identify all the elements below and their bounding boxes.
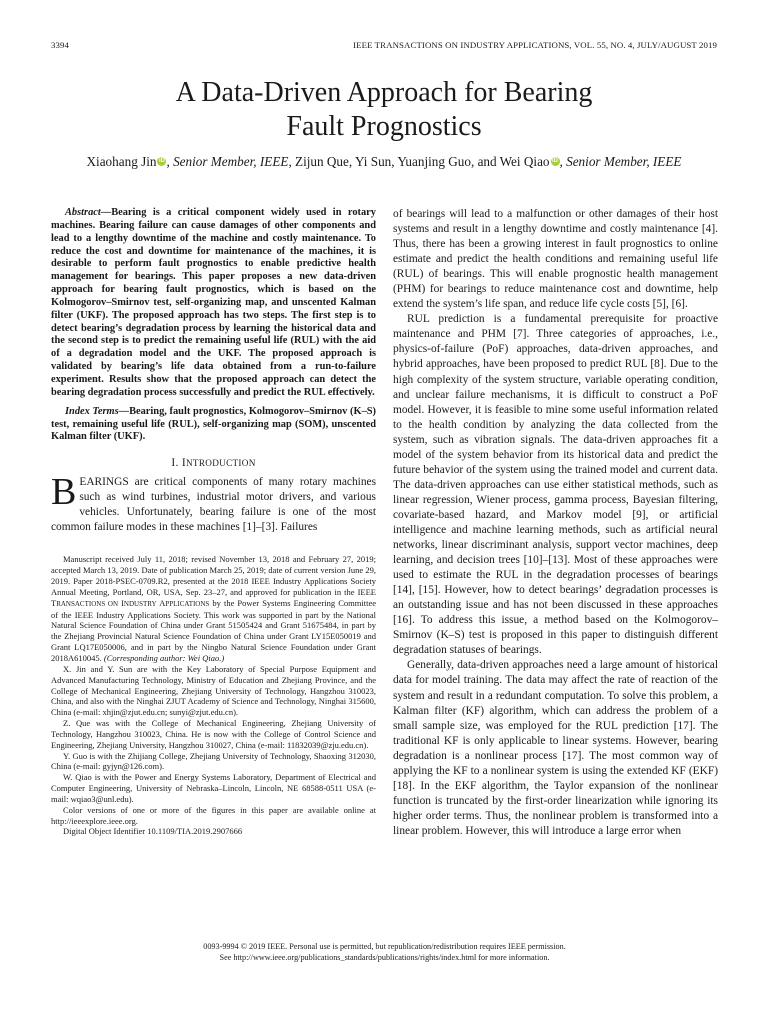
paper-title xyxy=(51,76,717,144)
page-number: 3394 xyxy=(51,40,69,50)
footnote-doi: Digital Object Identifier 10.1109/TIA.2019.2907666 xyxy=(63,826,243,837)
copyright-footer xyxy=(51,941,718,963)
journal-name: IEEE TRANSACTIONS ON INDUSTRY APPLICATIONS, VOL. 55, NO. 4, JULY/AUGUST 2019 xyxy=(353,40,717,50)
intro-text: EARINGS are critical components of many rotary machines such as wind turbines, industrial motor drivers, and various vehicles. Unfortunately, bearing failure is one of the most common failure modes in these machines [1]–[3]. Failures xyxy=(51,476,376,533)
title-line-1: A Data-Driven Approach for Bearing xyxy=(175,77,593,108)
footnote-affiliation-que: Z. Que was with the College of Mechanical Engineering, Zhejiang University of Technology, Hangzhou 310023, China. He is now with the College of Control Science and Engineering, Zhejiang University, Hangzhou 310027, China (e-mail: 11832039@zju.edu.cn). xyxy=(51,718,376,750)
left-column xyxy=(51,207,376,937)
intro-paragraph xyxy=(51,471,376,534)
index-terms-text: —Bearing, fault prognostics, Kolmogorov–Smirnov (K–S) test, remaining useful life (RUL), self-organizing map (SOM), unscented Kalman filter (UKF). xyxy=(51,405,376,443)
section-heading-introduction: I. INTRODUCTION xyxy=(171,457,256,470)
author-last-role: , Senior Member, IEEE xyxy=(559,154,682,169)
footnote-affiliation-jin-sun: X. Jin and Y. Sun are with the Key Laboratory of Special Purpose Equipment and Advanced Manufacturing Technology, Ministry of Education and Zhejiang Province, and the College of Mechanical Engineering, Zhejiang University of Technology, Hangzhou 310023, China, and also with the Ninghai ZJUT Academy of Science and Technology, Ninghai 315600, China (e-mail: xhjin@zjut.edu.cn; sunyi@zjut.edu.cn). xyxy=(51,663,376,718)
abstract-text: —Bearing is a critical component widely used in rotary machines. Bearing failure can cause damages of other components and lead to a lengthy downtime of the machine and costly maintenance. To reduce the cost and downtime for maintenance of the machines, it is desirable to perform fault prognostics to enable predictive health management for bearings. This paper proposes a new data-driven approach for bearing fault prognostics, which is based on the Kolmogorov–Smirnov test, self-organizing map, and unscented Kalman filter (UKF). The proposed approach has two steps. The first step is to detect bearing’s degradation process by learning the historical data and the second step is to predict the remaining useful life (RUL) with the aid of a degradation model and the UKF. The proposed approach is validated by bearing’s life data obtained from a run-to-failure experiment. Results show that the proposed approach can detect the bearing degradation process successfully and predict the RUL effectively. xyxy=(51,207,376,398)
paragraph: of bearings will lead to a malfunction or other damages of their host systems and result in a lengthy downtime and costly maintenance [4]. Thus, there has been a growing interest in fault prognostics to online estimate and predict the health conditions and remaining useful life (RUL) of bearings. This will enable prognostic health management (PHM) for bearings to reduce maintenance cost and downtime, help extend the system’s life span, and reduce life cycle costs [5], [6]. xyxy=(393,208,718,311)
rights-link-line: See http://www.ieee.org/publications_standards/publications/rights/index.html for more information. xyxy=(219,953,550,962)
abstract xyxy=(51,207,376,400)
author-first-role: , Senior Member, IEEE xyxy=(166,154,289,169)
footnote-affiliation-guo: Y. Guo is with the Zhijiang College, Zhejiang University of Technology, Shaoxing 312030, China (e-mail: gyjyn@126.com). xyxy=(51,750,376,772)
running-header xyxy=(51,40,717,54)
paragraph: RUL prediction is a fundamental prerequisite for proactive maintenance and PHM [7]. Three categories of approaches, i.e., physics-of-failure (PoF) approaches, data-driven approaches, and hybrid approaches, have been proposed to predict RUL [8]. Due to the high complexity of the system structure, variable operating condition, and unclear failure mechanisms, it is difficult to construct a PoF model. However, it is feasible to mine some useful information related to the health condition by analyzing the data collected from the system, such as vibration signals. The data-driven approaches fit a model of the system behavior from its historical data and predict the future behavior of the system using the trained model and current data. The data-driven approaches can use either statistical methods, such as linear regression, Wiener process, gamma process, Bayesian filtering, covariate-based hazard, and Markov model [9], or artificial intelligence and machine learning methods, such as artificial neural networks, linear discriminant analysis, support vector machines, deep learning, and decision trees [10]–[13]. Most of these approaches were used to estimate the RUL in the degradation processes of bearings [14], [15]. However, how to detect bearings’ degradation processes is an outstanding issue and has not been discussed in these approaches [16]. To address this issue, a method based on the Kolmogorov–Smirnov (K–S) test is proposed in this paper to distinguish different degradation statuses of bearings. xyxy=(393,313,718,657)
footnote-affiliation-qiao: W. Qiao is with the Power and Energy Systems Laboratory, Department of Electrical and Computer Engineering, University of Nebraska–Lincoln, Lincoln, NE 68588-0511 USA (e-mail: wqiao3@unl.edu). xyxy=(51,772,376,804)
index-terms-label: Index Terms xyxy=(65,405,119,417)
two-column-body xyxy=(51,207,718,937)
orcid-icon[interactable]: iD xyxy=(552,158,559,164)
author-list xyxy=(51,154,717,170)
author-first: Xiaohang Jin xyxy=(86,154,157,169)
index-terms xyxy=(51,406,376,445)
paragraph: Generally, data-driven approaches need a large amount of historical data for model training. The data may affect the rate of reaction of the system and result in a redundant computation. To solve this problem, a Kalman filter (KF) algorithm, which can address the problem of a small sample size, was employed for the RUL prediction [17]. The traditional KF is only applicable to linear systems. However, bearing degradation is a nonlinear process [17]. The most common way of applying the KF to a nonlinear system is using the extended KF (EKF) [18]. In the EKF algorithm, the Taylor expansion of the nonlinear function is truncated by the first-order linearization while ignoring its higher order terms. Thus, the nonlinear problem is transformed into a linear problem. However, this will introduce a large error when xyxy=(393,659,718,837)
drop-cap: B xyxy=(51,471,77,514)
title-line-2: Fault Prognostics xyxy=(286,111,482,142)
footnote-manuscript: Manuscript received July 11, 2018; revised November 13, 2018 and February 27, 2019; accepted March 13, 2019. Date of publication March 25, 2019; date of current version June 29, 2019. Paper 2018-PSEC-0709.R2, presented at the 2018 IEEE Industry Applications Society Annual Meeting, Portland, OR, USA, Sep. 23–27, and approved for publication in the IEEE TRANSACTIONS ON INDUSTRY APPLICATIONS by the Power Systems Engineering Committee of the IEEE Industry Applications Society. This work was supported in part by the National Natural Science Foundation of China under Grant 51505424 and Grant 51675484, in part by the Zhejiang Provincial Natural Science Foundation of China under Grant LY15E050019 and Grant LQ17E050006, and in part by the Ningbo Natural Science Foundation under Grant 2018A610045. (Corresponding author: Wei Qiao.) xyxy=(51,554,376,663)
footnotes xyxy=(51,554,376,837)
author-others: , Zijun Que, Yi Sun, Yuanjing Guo, and Wei Qiao xyxy=(288,154,550,169)
abstract-label: Abstract xyxy=(65,207,101,218)
footnote-color-versions: Color versions of one or more of the figures in this paper are available online at http://ieeexplore.ieee.org. xyxy=(51,804,376,826)
copyright-line: 0093-9994 © 2019 IEEE. Personal use is permitted, but republication/redistribution requires IEEE permission. xyxy=(203,942,566,951)
orcid-icon[interactable]: iD xyxy=(158,158,165,164)
right-column xyxy=(393,207,718,937)
